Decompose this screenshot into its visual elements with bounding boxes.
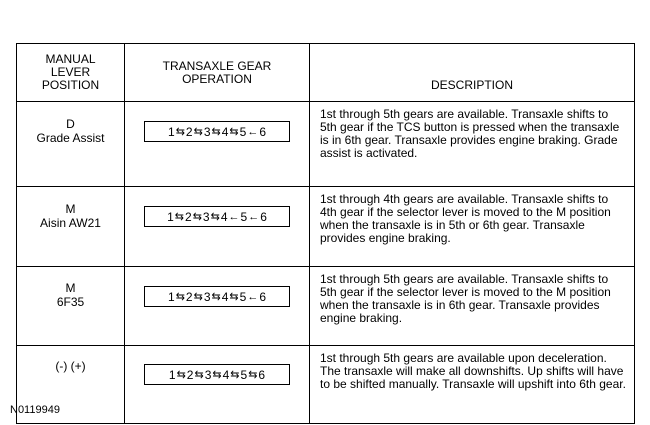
header-transaxle-gear-operation bbox=[125, 44, 310, 102]
description-cell: 1st through 5th gears are available. Transaxle shifts to 5th gear if the selector lever is moved to the M position when the transaxle is in 6th gear. Transaxle provides engine braking. bbox=[310, 267, 635, 346]
gear-operation-cell bbox=[125, 102, 310, 187]
table-row bbox=[17, 267, 635, 346]
shift-both-arrow-icon: ⇆ bbox=[175, 125, 185, 138]
header-description: DESCRIPTION bbox=[310, 44, 635, 102]
gear-operation-cell bbox=[125, 187, 310, 267]
table-row bbox=[17, 187, 635, 267]
gear-number: 2 bbox=[185, 289, 193, 304]
shift-both-arrow-icon: ⇆ bbox=[194, 368, 204, 381]
downshift-arrow-icon: ← bbox=[247, 125, 259, 138]
shift-both-arrow-icon: ⇆ bbox=[193, 290, 203, 303]
description-cell: 1st through 4th gears are available. Transaxle shifts to 4th gear if the selector lever is moved to the M position when the transaxle is in 5th or 6th gear. Transaxle provides engine braking. bbox=[310, 187, 635, 267]
gear-number: 5 bbox=[240, 367, 248, 382]
gear-number: 3 bbox=[203, 289, 211, 304]
shift-both-arrow-icon: ⇆ bbox=[230, 368, 240, 381]
lever-position-text: Aisin AW21 bbox=[40, 216, 101, 230]
description-cell: 1st through 5th gears are available upon deceleration. The transaxle will make all downshifts. Up shifts will have to be shifted manually. Transaxle will upshift into 6th gear. bbox=[310, 346, 635, 424]
shift-both-arrow-icon: ⇆ bbox=[176, 368, 186, 381]
gear-number: 5 bbox=[239, 289, 247, 304]
gear-number: 1 bbox=[167, 209, 174, 224]
shift-both-arrow-icon: ⇆ bbox=[192, 210, 202, 223]
shift-both-arrow-icon: ⇆ bbox=[211, 290, 221, 303]
gear-number: 6 bbox=[260, 209, 267, 224]
table-body bbox=[17, 102, 635, 424]
lever-position-text: M bbox=[65, 281, 76, 295]
gear-number: 4 bbox=[221, 124, 229, 139]
header-line: TRANSAXLE GEAR bbox=[162, 58, 272, 73]
header-line: LEVER bbox=[50, 65, 91, 79]
description-cell: 1st through 5th gears are available. Transaxle shifts to 5th gear if the TCS button is pressed when the transaxle is in 6th gear. Transaxle provides engine braking. Grade assist is activated. bbox=[310, 102, 635, 187]
shift-both-arrow-icon: ⇆ bbox=[210, 210, 220, 223]
lever-position-text: (-) (+) bbox=[55, 359, 86, 373]
header-line: MANUAL bbox=[45, 52, 96, 66]
gear-number: 5 bbox=[239, 124, 247, 139]
gear-number: 2 bbox=[186, 367, 194, 382]
shift-both-arrow-icon: ⇆ bbox=[248, 368, 258, 381]
lever-position-cell bbox=[17, 187, 125, 267]
document-id: N0119949 bbox=[10, 404, 60, 416]
lever-position-text: D bbox=[66, 117, 75, 131]
gear-number: 6 bbox=[259, 289, 266, 304]
lever-position-text: Grade Assist bbox=[36, 131, 105, 145]
transaxle-gear-table bbox=[16, 43, 635, 424]
gear-number: 6 bbox=[259, 124, 266, 139]
lever-position-cell bbox=[17, 267, 125, 346]
lever-position-text: M bbox=[65, 202, 76, 216]
gear-number: 1 bbox=[168, 289, 175, 304]
shift-both-arrow-icon: ⇆ bbox=[175, 290, 185, 303]
gear-number: 4 bbox=[220, 209, 228, 224]
gear-sequence-box bbox=[144, 286, 290, 307]
gear-number: 2 bbox=[185, 209, 192, 224]
gear-operation-cell bbox=[125, 267, 310, 346]
downshift-arrow-icon: ← bbox=[247, 290, 259, 303]
shift-both-arrow-icon: ⇆ bbox=[211, 125, 221, 138]
downshift-arrow-icon: ← bbox=[228, 210, 240, 223]
shift-both-arrow-icon: ⇆ bbox=[193, 125, 203, 138]
table-header-row bbox=[17, 44, 635, 102]
gear-sequence-box bbox=[144, 121, 290, 142]
shift-both-arrow-icon: ⇆ bbox=[212, 368, 222, 381]
gear-number: 1 bbox=[168, 124, 175, 139]
header-manual-lever-position bbox=[17, 44, 125, 102]
lever-position-text: 6F35 bbox=[56, 295, 85, 309]
header-line: POSITION bbox=[41, 78, 100, 92]
gear-number: 4 bbox=[221, 289, 229, 304]
table-row bbox=[17, 346, 635, 424]
gear-number: 3 bbox=[204, 367, 212, 382]
shift-both-arrow-icon: ⇆ bbox=[229, 290, 239, 303]
shift-both-arrow-icon: ⇆ bbox=[174, 210, 185, 223]
gear-number: 5 bbox=[240, 209, 248, 224]
gear-operation-cell bbox=[125, 346, 310, 424]
table-row bbox=[17, 102, 635, 187]
gear-number: 4 bbox=[222, 367, 230, 382]
gear-sequence-box bbox=[144, 206, 290, 227]
gear-sequence-box bbox=[144, 364, 290, 385]
lever-position-cell bbox=[17, 102, 125, 187]
gear-number: 6 bbox=[258, 367, 266, 382]
gear-number: 3 bbox=[202, 209, 210, 224]
gear-number: 2 bbox=[185, 124, 193, 139]
shift-both-arrow-icon: ⇆ bbox=[229, 125, 239, 138]
gear-number: 3 bbox=[203, 124, 211, 139]
gear-number: 1 bbox=[168, 367, 176, 382]
header-line: OPERATION bbox=[182, 71, 252, 86]
downshift-arrow-icon: ← bbox=[248, 210, 260, 223]
